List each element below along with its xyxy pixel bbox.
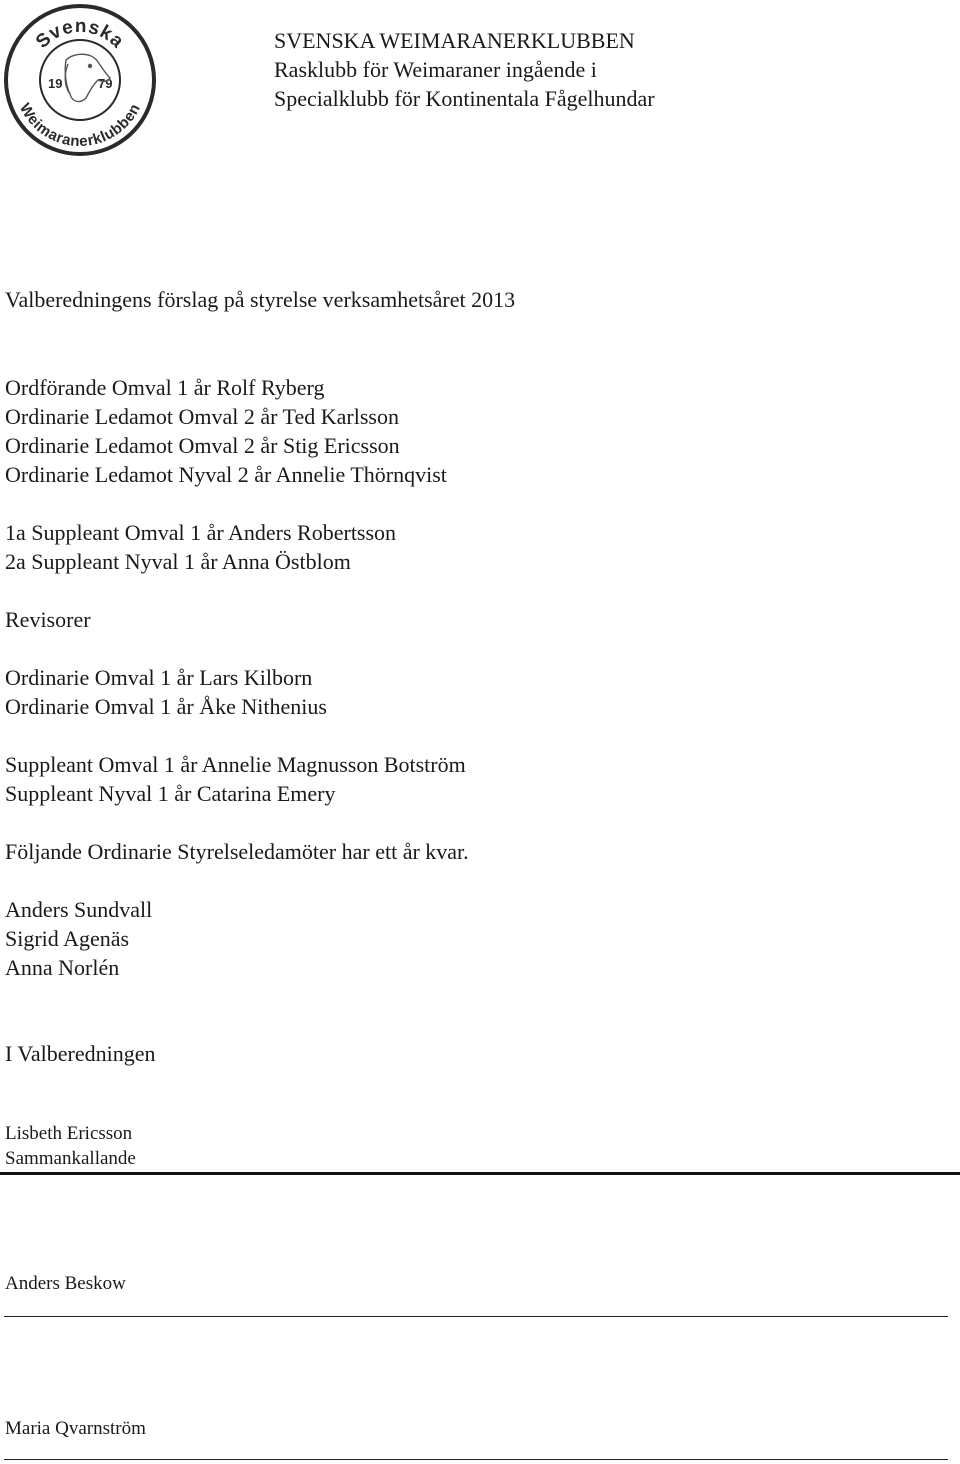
- board-entry: Ordinarie Ledamot Omval 2 år Ted Karlsson: [5, 404, 399, 429]
- signature-role: Sammankallande: [5, 1148, 136, 1169]
- logo-year-left: 19: [48, 76, 63, 91]
- signature-name: Anders Beskow: [5, 1273, 126, 1294]
- organization-subtitle-line-2: Specialklubb för Kontinentala Fågelhundar: [274, 86, 655, 111]
- organization-subtitle-line-1: Rasklubb för Weimaraner ingående i: [274, 57, 597, 82]
- board-entry: Ordinarie Ledamot Omval 2 år Stig Ericsson: [5, 433, 400, 458]
- substitute-entry: 2a Suppleant Nyval 1 år Anna Östblom: [5, 549, 351, 574]
- svg-text:Weimaranerklubben: [16, 101, 144, 151]
- substitute-entry: 1a Suppleant Omval 1 år Anders Robertsson: [5, 520, 397, 545]
- board-entry: Ordförande Omval 1 år Rolf Ryberg: [5, 375, 325, 400]
- club-logo-seal: [2, 2, 158, 158]
- remaining-member: Anders Sundvall: [5, 897, 153, 922]
- logo-top-text: Svenska: [31, 15, 129, 53]
- auditor-entry: Ordinarie Omval 1 år Åke Nithenius: [5, 694, 327, 719]
- logo-year-right: 79: [98, 76, 113, 91]
- remaining-members-note: Följande Ordinarie Styrelseledamöter har ett år kvar.: [5, 839, 469, 864]
- document-title: Valberedningens förslag på styrelse verksamhetsåret 2013: [5, 287, 516, 312]
- auditors-heading: Revisorer: [5, 607, 91, 632]
- signature-name: Maria Qvarnström: [5, 1418, 146, 1439]
- logo-bottom-text: Weimaranerklubben: [15, 100, 144, 151]
- committee-heading: I Valberedningen: [5, 1041, 156, 1066]
- signature-line: [0, 1172, 960, 1175]
- auditor-substitute-entry: Suppleant Nyval 1 år Catarina Emery: [5, 781, 336, 806]
- organization-name: SVENSKA WEIMARANERKLUBBEN: [274, 28, 635, 53]
- remaining-member: Anna Norlén: [5, 955, 120, 980]
- board-entry: Ordinarie Ledamot Nyval 2 år Annelie Thörnqvist: [5, 462, 447, 487]
- signature-line: [4, 1316, 948, 1317]
- auditor-entry: Ordinarie Omval 1 år Lars Kilborn: [5, 665, 313, 690]
- remaining-member: Sigrid Agenäs: [5, 926, 130, 951]
- signature-line: [4, 1459, 948, 1460]
- auditor-substitute-entry: Suppleant Omval 1 år Annelie Magnusson Botström: [5, 752, 466, 777]
- svg-text:Svenska: [32, 16, 128, 53]
- signature-name: Lisbeth Ericsson: [5, 1123, 133, 1144]
- organization-header: [274, 26, 655, 113]
- club-logo: [2, 2, 158, 158]
